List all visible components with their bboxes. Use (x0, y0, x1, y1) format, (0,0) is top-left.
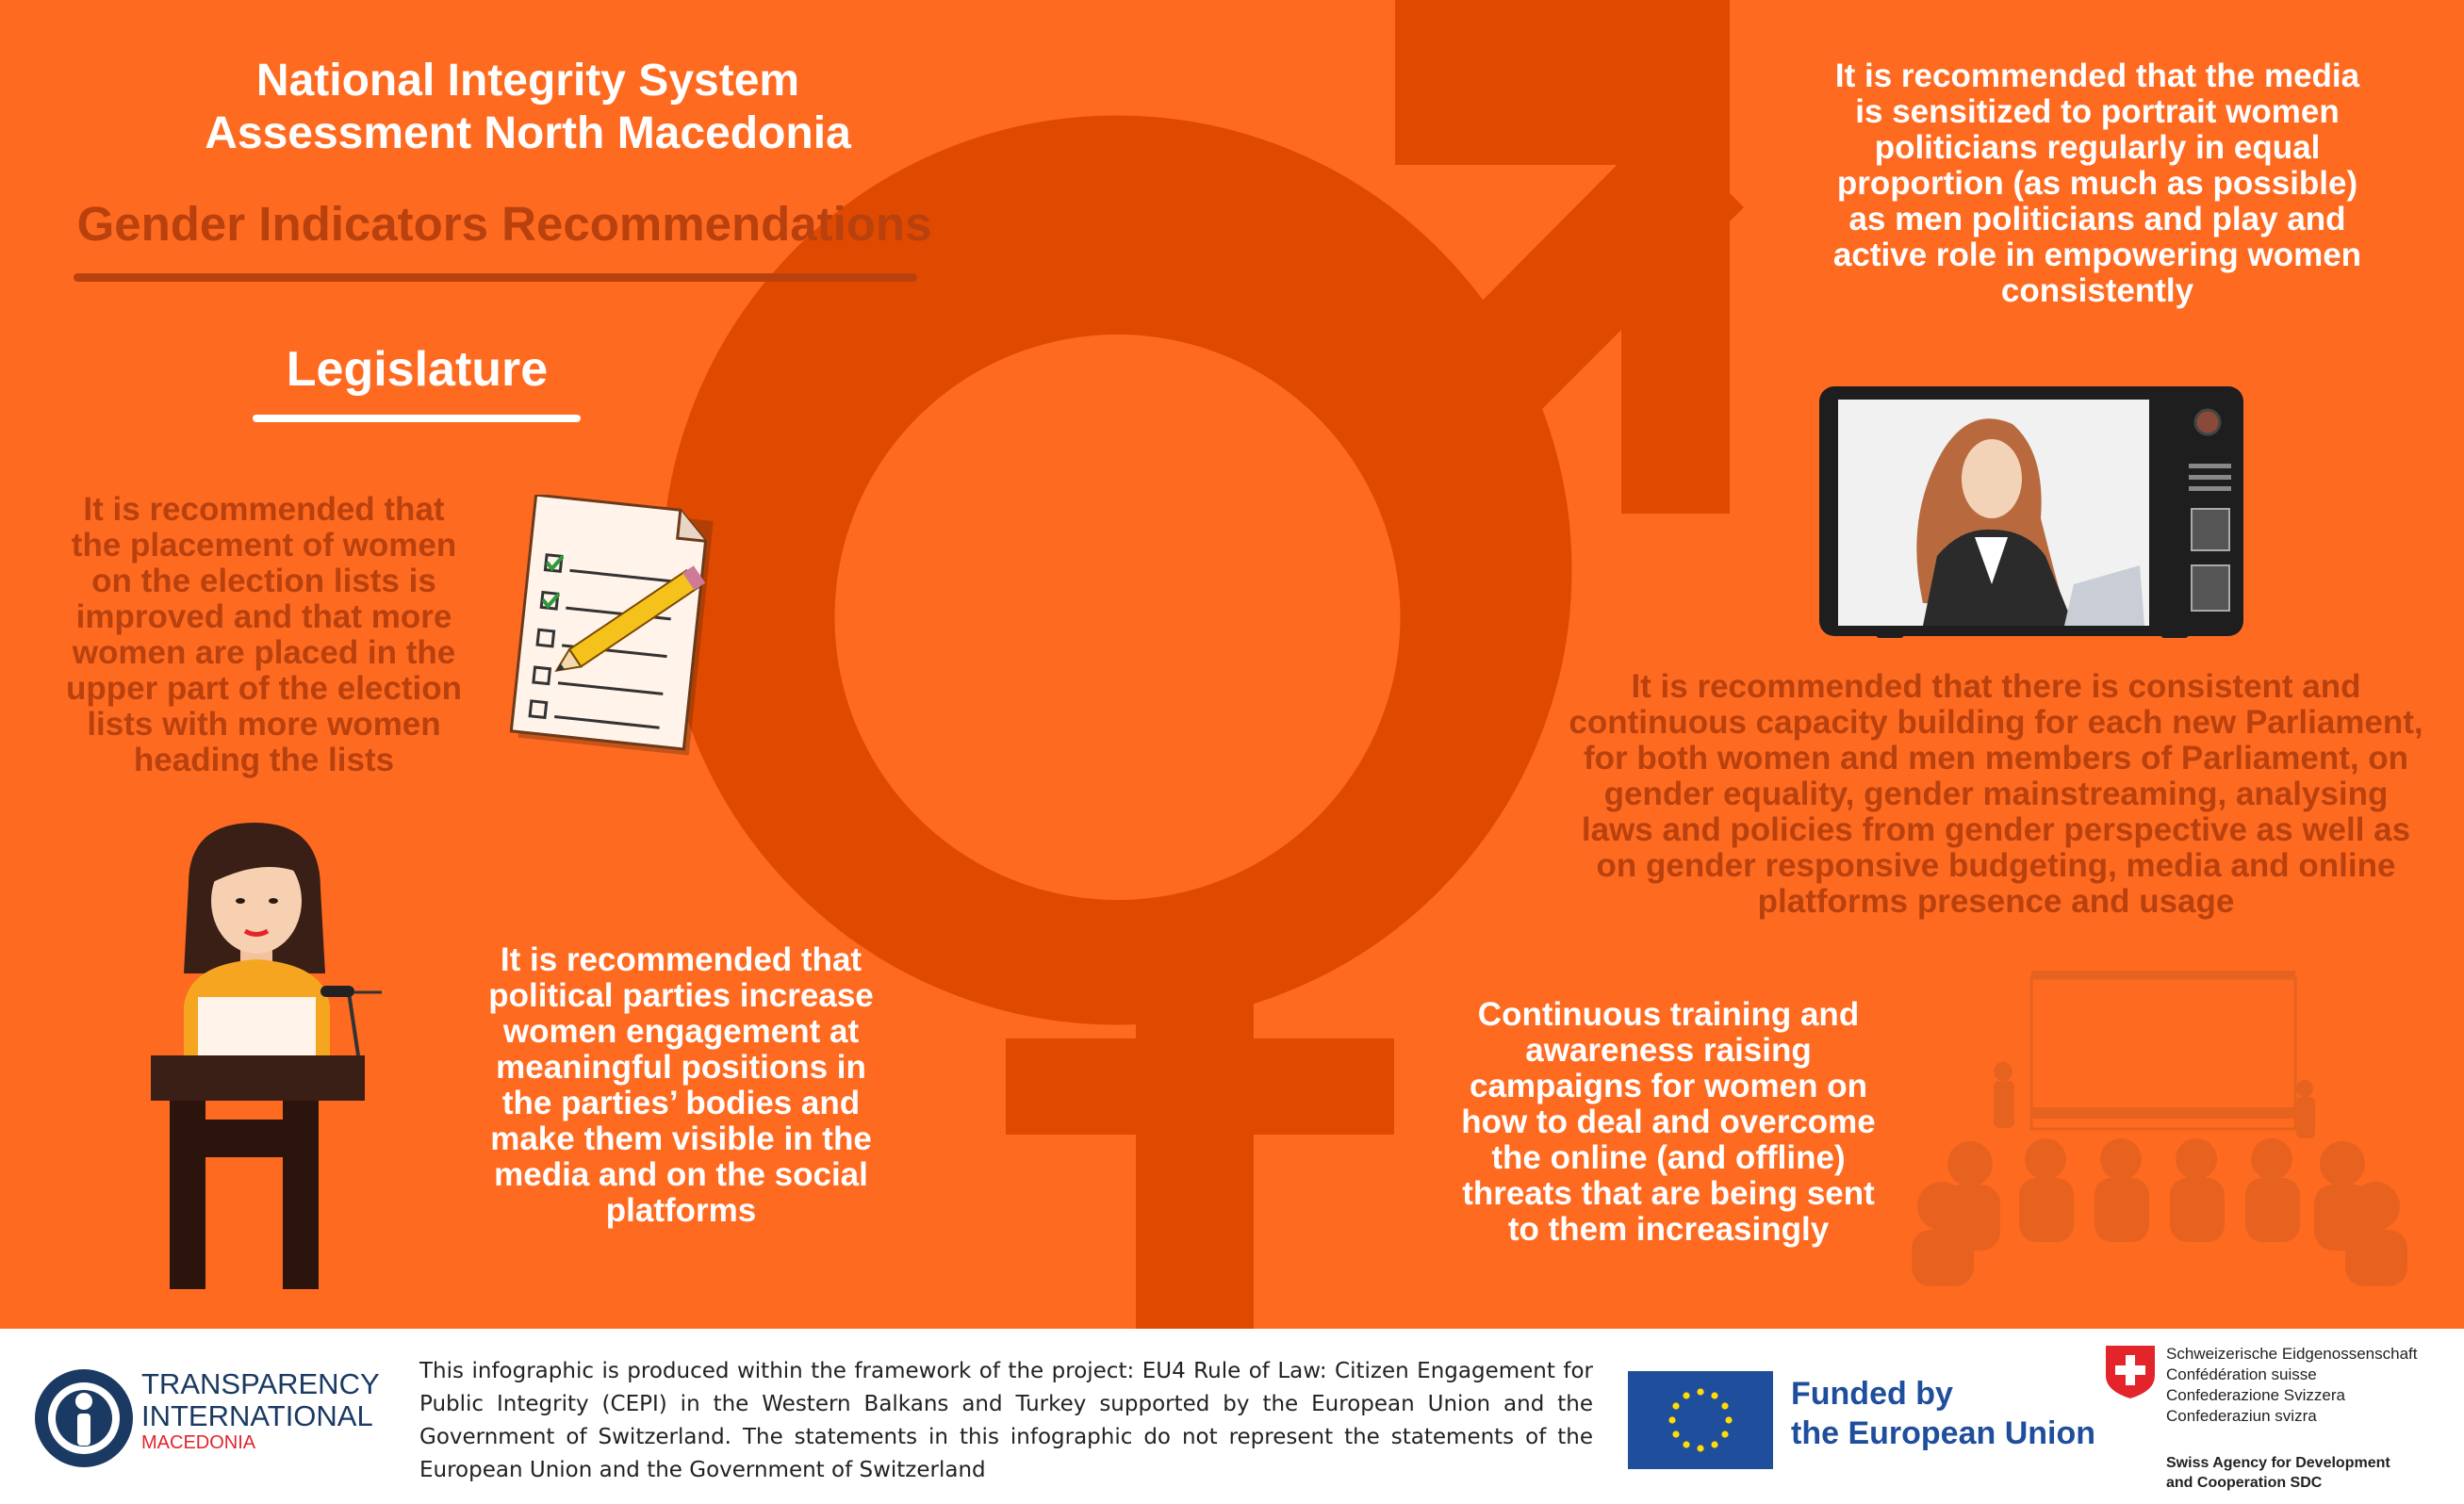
eu-star (1697, 1388, 1703, 1395)
eu-star (1721, 1402, 1728, 1409)
recommendation-election-lists: It is recommended that the placement of women on the election lists is improved and that more women are placed in the upper part of the election lists with more women heading the lists (65, 491, 463, 778)
sdc-line-2: and Cooperation SDC (2166, 1475, 2323, 1491)
section-title: Legislature (286, 342, 549, 397)
eu-flag-icon (1628, 1371, 1773, 1469)
eu-star (1711, 1392, 1717, 1398)
ti-wordmark (141, 1368, 380, 1453)
eu-star (1711, 1441, 1717, 1447)
swiss-line-3: Confederazione Svizzera (2166, 1386, 2345, 1404)
presentation-audience-icon (1904, 966, 2413, 1286)
swiss-confederation-text (2166, 1344, 2417, 1427)
speaker-at-podium-icon (151, 818, 396, 1289)
ti-line-1: TRANSPARENCY (141, 1367, 380, 1400)
section-underline (253, 415, 581, 422)
recommendation-parties: It is recommended that political parties increase women engagement at meaningful positions in the parties’ bodies and make them visible in the media and on the social platforms (488, 941, 874, 1229)
subtitle-underline (74, 273, 917, 282)
swiss-line-1: Schweizerische Eidgenossenschaft (2166, 1345, 2418, 1363)
eu-star (1672, 1402, 1679, 1409)
tv-news-icon (1819, 386, 2243, 650)
sdc-line-1: Swiss Agency for Development (2166, 1455, 2390, 1471)
title-line-2: Assessment North Macedonia (205, 108, 851, 158)
swiss-cross-icon (2102, 1342, 2159, 1400)
title-line-1: National Integrity System (255, 56, 800, 106)
recommendation-capacity: It is recommended that there is consistent and continuous capacity building for each new Parliament, for both women and men members of Parliament, on gender equality, gender mainstreaming, analysing laws and policies from gender perspective as well as on gender responsive budgeting, media and online platforms presence and usage (1569, 668, 2423, 920)
swiss-line-4: Confederaziun svizra (2166, 1407, 2317, 1425)
subtitle: Gender Indicators Recommendations (76, 197, 932, 251)
ti-line-2: INTERNATIONAL (141, 1399, 373, 1432)
transparency-international-logo (32, 1362, 136, 1475)
eu-star (1721, 1430, 1728, 1437)
recommendation-training: Continuous training and awareness raising campaigns for women on how to deal and overcome the online (and offline) threats that are being sent to them increasingly (1461, 996, 1876, 1248)
eu-star (1725, 1416, 1732, 1423)
footer (0, 1329, 2464, 1504)
checklist-icon (509, 495, 726, 768)
eu-line-1: Funded by (1791, 1376, 1953, 1412)
eu-line-2: the European Union (1791, 1415, 2095, 1451)
sdc-text (2166, 1453, 2390, 1493)
eu-star (1668, 1416, 1675, 1423)
main-title (94, 55, 961, 160)
recommendation-media: It is recommended that the media is sensitized to portrait women politicians regularly in equal proportion (as much as possible) as men politicians and play and active role in empowering women consistently (1832, 57, 2362, 309)
eu-star (1697, 1445, 1703, 1451)
ti-line-3: MACEDONIA (141, 1432, 256, 1453)
eu-star (1683, 1392, 1689, 1398)
eu-star (1683, 1441, 1689, 1447)
disclaimer-text: This infographic is produced within the framework of the project: EU4 Rule of Law: Citizen Engagement for Public Integrity (CEPI) in the Western Balkans and Turkey supported by the European Union and the Government of Switzerland. The statements in this infographic do not represent the statements of the European Union and the Government of Switzerland (419, 1359, 1593, 1482)
eu-funding-label (1791, 1374, 2095, 1453)
eu-star (1672, 1430, 1679, 1437)
swiss-line-2: Confédération suisse (2166, 1365, 2317, 1383)
